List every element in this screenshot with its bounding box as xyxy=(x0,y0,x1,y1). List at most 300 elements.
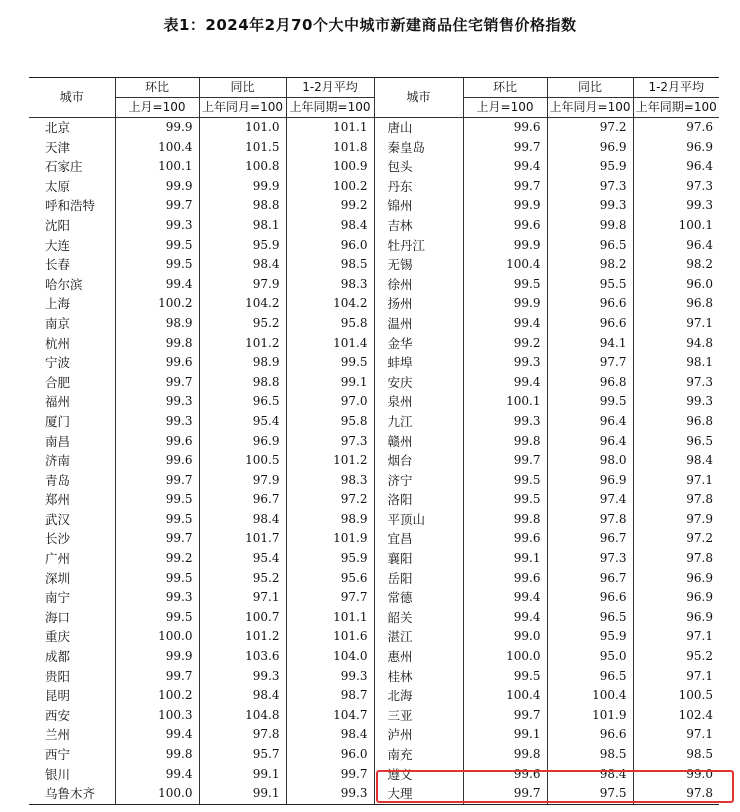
table-row xyxy=(29,725,719,745)
yoy-cell: 99.5 xyxy=(547,392,633,412)
city-cell: 西安 xyxy=(45,707,71,723)
table-row xyxy=(29,373,719,393)
city-cell: 洛阳 xyxy=(374,490,463,510)
avg-cell: 98.5 xyxy=(286,255,374,275)
city-cell: 太原 xyxy=(45,178,71,194)
avg-cell: 97.1 xyxy=(633,471,719,491)
avg-cell: 96.0 xyxy=(286,745,374,765)
mom-cell: 100.3 xyxy=(115,706,199,726)
avg-cell: 100.5 xyxy=(633,686,719,706)
mom-cell: 99.6 xyxy=(463,118,547,138)
yoy-cell: 97.3 xyxy=(547,549,633,569)
city-cell: 上海 xyxy=(45,296,71,312)
mom-cell: 99.7 xyxy=(463,784,547,804)
city-cell: 丹东 xyxy=(374,177,463,197)
avg-cell: 95.6 xyxy=(286,569,374,589)
mom-cell: 99.6 xyxy=(463,216,547,236)
yoy-cell: 97.8 xyxy=(547,510,633,530)
city-cell: 桂林 xyxy=(374,667,463,687)
avg-cell: 101.6 xyxy=(286,627,374,647)
yoy-cell: 95.4 xyxy=(199,412,286,432)
mom-cell: 100.2 xyxy=(115,294,199,314)
city-cell: 南昌 xyxy=(45,433,71,449)
mom-cell: 98.9 xyxy=(115,314,199,334)
avg-cell: 99.3 xyxy=(633,196,719,216)
mom-cell: 99.9 xyxy=(115,118,199,138)
city-header-right: 城市 xyxy=(374,78,463,118)
mom-cell: 99.9 xyxy=(115,647,199,667)
avg-cell: 97.6 xyxy=(633,118,719,138)
mom-cell: 100.4 xyxy=(463,255,547,275)
city-cell: 唐山 xyxy=(374,118,463,138)
avg-cell: 96.9 xyxy=(633,569,719,589)
avg-cell: 96.9 xyxy=(633,138,719,158)
city-cell: 蚌埠 xyxy=(374,353,463,373)
mom-cell: 99.5 xyxy=(115,608,199,628)
table-row xyxy=(29,510,719,530)
yoy-cell: 96.7 xyxy=(547,529,633,549)
avg-cell: 96.9 xyxy=(633,588,719,608)
avg-cell: 97.0 xyxy=(286,392,374,412)
mom-cell: 99.9 xyxy=(115,177,199,197)
mom-cell: 100.0 xyxy=(463,647,547,667)
avg-cell: 101.1 xyxy=(286,118,374,138)
mom-cell: 99.7 xyxy=(463,706,547,726)
avg-cell: 101.8 xyxy=(286,138,374,158)
city-cell: 兰州 xyxy=(45,727,71,743)
yoy-cell: 96.4 xyxy=(547,432,633,452)
yoy-cell: 99.1 xyxy=(199,784,286,804)
city-cell: 厦门 xyxy=(45,413,71,429)
yoy-cell: 97.4 xyxy=(547,490,633,510)
city-cell: 哈尔滨 xyxy=(45,276,83,292)
avg-cell: 101.2 xyxy=(286,451,374,471)
yoy-cell: 96.8 xyxy=(547,373,633,393)
yoy-cell: 98.1 xyxy=(199,216,286,236)
mom-cell: 100.4 xyxy=(463,686,547,706)
avg-cell: 98.2 xyxy=(633,255,719,275)
city-cell: 武汉 xyxy=(45,511,71,527)
table-body xyxy=(29,118,719,805)
city-cell: 贵阳 xyxy=(45,668,71,684)
avg-cell: 98.4 xyxy=(286,725,374,745)
yoy-base-left: 上年同月=100 xyxy=(199,98,286,118)
table-row xyxy=(29,432,719,452)
city-cell: 遵义 xyxy=(374,765,463,785)
table-row xyxy=(29,412,719,432)
city-cell: 合肥 xyxy=(45,374,71,390)
mom-cell: 99.4 xyxy=(463,588,547,608)
table-row xyxy=(29,490,719,510)
mom-cell: 100.2 xyxy=(115,686,199,706)
city-cell: 福州 xyxy=(45,394,71,410)
avg-cell: 97.1 xyxy=(633,667,719,687)
avg-cell: 104.7 xyxy=(286,706,374,726)
city-cell: 金华 xyxy=(374,334,463,354)
city-cell: 呼和浩特 xyxy=(45,198,96,214)
table-row xyxy=(29,745,719,765)
mom-cell: 99.7 xyxy=(115,471,199,491)
mom-cell: 99.3 xyxy=(463,353,547,373)
table-row xyxy=(29,334,719,354)
mom-cell: 99.1 xyxy=(463,725,547,745)
city-cell: 银川 xyxy=(45,766,71,782)
city-cell: 深圳 xyxy=(45,570,71,586)
avg-cell: 98.3 xyxy=(286,471,374,491)
city-cell: 平顶山 xyxy=(374,510,463,530)
city-cell: 惠州 xyxy=(374,647,463,667)
mom-cell: 99.7 xyxy=(115,196,199,216)
yoy-cell: 95.9 xyxy=(547,157,633,177)
yoy-cell: 100.5 xyxy=(199,451,286,471)
mom-base-right: 上月=100 xyxy=(463,98,547,118)
yoy-cell: 95.4 xyxy=(199,549,286,569)
yoy-cell: 96.6 xyxy=(547,314,633,334)
mom-cell: 99.9 xyxy=(463,196,547,216)
table-row xyxy=(29,667,719,687)
yoy-cell: 96.7 xyxy=(199,490,286,510)
city-cell: 牡丹江 xyxy=(374,236,463,256)
yoy-cell: 97.9 xyxy=(199,471,286,491)
table-row xyxy=(29,216,719,236)
city-cell: 大连 xyxy=(45,237,71,253)
avg-cell: 100.2 xyxy=(286,177,374,197)
avg-cell: 96.4 xyxy=(633,236,719,256)
city-cell: 宁波 xyxy=(45,355,71,371)
table-row xyxy=(29,353,719,373)
mom-header-left: 环比 xyxy=(115,78,199,98)
city-cell: 南充 xyxy=(374,745,463,765)
yoy-cell: 97.7 xyxy=(547,353,633,373)
city-cell: 西宁 xyxy=(45,747,71,762)
table-row xyxy=(29,157,719,177)
city-cell: 泸州 xyxy=(374,725,463,745)
city-cell: 九江 xyxy=(374,412,463,432)
avg-cell: 97.7 xyxy=(286,588,374,608)
yoy-cell: 98.4 xyxy=(199,686,286,706)
city-cell: 襄阳 xyxy=(374,549,463,569)
city-cell: 宜昌 xyxy=(374,529,463,549)
city-cell: 沈阳 xyxy=(45,217,71,233)
city-cell: 温州 xyxy=(374,314,463,334)
mom-cell: 99.6 xyxy=(463,569,547,589)
mom-cell: 99.4 xyxy=(115,275,199,295)
yoy-base-right: 上年同月=100 xyxy=(547,98,633,118)
mom-cell: 99.7 xyxy=(115,529,199,549)
mom-cell: 99.5 xyxy=(115,490,199,510)
avg-cell: 99.0 xyxy=(633,765,719,785)
yoy-cell: 100.4 xyxy=(547,686,633,706)
avg-cell: 98.3 xyxy=(286,275,374,295)
mom-cell: 99.3 xyxy=(115,588,199,608)
mom-cell: 99.6 xyxy=(115,451,199,471)
yoy-cell: 97.9 xyxy=(199,275,286,295)
yoy-cell: 99.9 xyxy=(199,177,286,197)
avg-cell: 97.1 xyxy=(633,314,719,334)
avg-cell: 104.2 xyxy=(286,294,374,314)
yoy-cell: 95.0 xyxy=(547,647,633,667)
mom-cell: 99.4 xyxy=(463,608,547,628)
yoy-cell: 101.5 xyxy=(199,138,286,158)
city-cell: 吉林 xyxy=(374,216,463,236)
table-row xyxy=(29,608,719,628)
mom-cell: 99.3 xyxy=(115,412,199,432)
yoy-cell: 96.9 xyxy=(199,432,286,452)
avg-cell: 97.8 xyxy=(633,784,719,804)
city-cell: 赣州 xyxy=(374,432,463,452)
city-cell: 无锡 xyxy=(374,255,463,275)
avg-cell: 98.1 xyxy=(633,353,719,373)
city-cell: 乌鲁木齐 xyxy=(29,784,115,804)
table-header xyxy=(29,78,719,118)
mom-cell: 99.8 xyxy=(463,745,547,765)
mom-cell: 99.6 xyxy=(115,432,199,452)
mom-cell: 99.7 xyxy=(115,373,199,393)
avg-cell: 99.3 xyxy=(633,392,719,412)
table-row xyxy=(29,236,719,256)
mom-cell: 99.4 xyxy=(463,157,547,177)
avg-cell: 96.9 xyxy=(633,608,719,628)
mom-cell: 99.4 xyxy=(463,314,547,334)
yoy-cell: 104.8 xyxy=(199,706,286,726)
yoy-cell: 96.5 xyxy=(547,667,633,687)
table-row xyxy=(29,314,719,334)
mom-cell: 99.8 xyxy=(463,510,547,530)
table-row xyxy=(29,196,719,216)
avg-cell: 96.8 xyxy=(633,412,719,432)
avg-cell: 96.4 xyxy=(633,157,719,177)
avg-cell: 99.3 xyxy=(286,784,374,804)
table-row xyxy=(29,529,719,549)
mom-cell: 99.5 xyxy=(463,667,547,687)
avg-cell: 98.4 xyxy=(286,216,374,236)
yoy-cell: 95.2 xyxy=(199,569,286,589)
city-cell: 昆明 xyxy=(45,688,71,704)
table-row xyxy=(29,569,719,589)
table-row xyxy=(29,686,719,706)
city-cell: 包头 xyxy=(374,157,463,177)
yoy-cell: 97.5 xyxy=(547,784,633,804)
mom-cell: 99.8 xyxy=(115,745,199,765)
avg-cell: 97.1 xyxy=(633,627,719,647)
yoy-cell: 96.9 xyxy=(547,471,633,491)
yoy-cell: 101.7 xyxy=(199,529,286,549)
avg-cell: 101.1 xyxy=(286,608,374,628)
table-row xyxy=(29,392,719,412)
mom-cell: 100.4 xyxy=(115,138,199,158)
table-row xyxy=(29,255,719,275)
city-cell: 大理 xyxy=(374,784,463,804)
city-cell: 三亚 xyxy=(374,706,463,726)
yoy-cell: 104.2 xyxy=(199,294,286,314)
table-row xyxy=(29,647,719,667)
mom-cell: 99.6 xyxy=(463,765,547,785)
avg-cell: 96.5 xyxy=(633,432,719,452)
city-cell: 岳阳 xyxy=(374,569,463,589)
yoy-cell: 97.1 xyxy=(199,588,286,608)
mom-cell: 99.4 xyxy=(463,373,547,393)
avg-cell: 99.2 xyxy=(286,196,374,216)
city-cell: 南宁 xyxy=(45,590,71,606)
avg-cell: 95.8 xyxy=(286,412,374,432)
city-cell: 韶关 xyxy=(374,608,463,628)
avg-cell: 95.8 xyxy=(286,314,374,334)
avg-cell: 97.2 xyxy=(286,490,374,510)
city-cell: 成都 xyxy=(45,649,71,665)
mom-base-left: 上月=100 xyxy=(115,98,199,118)
yoy-header-left: 同比 xyxy=(199,78,286,98)
yoy-cell: 96.6 xyxy=(547,725,633,745)
avg-cell: 102.4 xyxy=(633,706,719,726)
avg-cell: 96.0 xyxy=(633,275,719,295)
table-title: 表1：2024年2月70个大中城市新建商品住宅销售价格指数 xyxy=(163,16,577,34)
mom-cell: 99.9 xyxy=(463,236,547,256)
city-cell: 泉州 xyxy=(374,392,463,412)
avg-cell: 97.3 xyxy=(633,177,719,197)
city-cell: 徐州 xyxy=(374,275,463,295)
avg-cell: 97.9 xyxy=(633,510,719,530)
yoy-cell: 101.2 xyxy=(199,334,286,354)
mom-cell: 99.8 xyxy=(463,432,547,452)
avg-cell: 95.9 xyxy=(286,549,374,569)
avg-cell: 101.4 xyxy=(286,334,374,354)
yoy-cell: 96.5 xyxy=(547,608,633,628)
yoy-cell: 98.8 xyxy=(199,373,286,393)
table-row xyxy=(29,118,719,138)
table-row xyxy=(29,138,719,158)
city-cell: 北京 xyxy=(45,120,71,135)
avg-cell: 96.8 xyxy=(633,294,719,314)
mom-cell: 99.0 xyxy=(463,627,547,647)
mom-cell: 99.8 xyxy=(115,334,199,354)
yoy-cell: 100.7 xyxy=(199,608,286,628)
avg-cell: 99.1 xyxy=(286,373,374,393)
yoy-cell: 96.6 xyxy=(547,294,633,314)
yoy-cell: 94.1 xyxy=(547,334,633,354)
mom-cell: 99.5 xyxy=(463,471,547,491)
mom-cell: 99.6 xyxy=(115,353,199,373)
city-cell: 石家庄 xyxy=(45,159,83,175)
avg-cell: 98.9 xyxy=(286,510,374,530)
table-row xyxy=(29,588,719,608)
mom-cell: 100.1 xyxy=(115,157,199,177)
city-cell: 锦州 xyxy=(374,196,463,216)
avg-cell: 94.8 xyxy=(633,334,719,354)
table-row xyxy=(29,177,719,197)
yoy-cell: 97.8 xyxy=(199,725,286,745)
yoy-header-right: 同比 xyxy=(547,78,633,98)
yoy-cell: 101.0 xyxy=(199,118,286,138)
mom-cell: 99.9 xyxy=(463,294,547,314)
yoy-cell: 95.7 xyxy=(199,745,286,765)
mom-cell: 99.5 xyxy=(115,510,199,530)
yoy-cell: 97.3 xyxy=(547,177,633,197)
yoy-cell: 98.4 xyxy=(199,255,286,275)
avg-cell: 101.9 xyxy=(286,529,374,549)
yoy-cell: 98.4 xyxy=(199,510,286,530)
city-cell: 海口 xyxy=(45,609,71,625)
avg-cell: 95.2 xyxy=(633,647,719,667)
avg-cell: 98.7 xyxy=(286,686,374,706)
mom-cell: 99.5 xyxy=(463,275,547,295)
yoy-cell: 98.5 xyxy=(547,745,633,765)
table-row xyxy=(29,784,719,804)
avg-header-left: 1-2月平均 xyxy=(286,78,374,98)
mom-cell: 99.7 xyxy=(115,667,199,687)
table-row xyxy=(29,549,719,569)
city-cell: 秦皇岛 xyxy=(374,138,463,158)
mom-cell: 99.3 xyxy=(115,392,199,412)
avg-cell: 100.1 xyxy=(633,216,719,236)
table-row xyxy=(29,451,719,471)
avg-cell: 99.3 xyxy=(286,667,374,687)
avg-cell: 98.5 xyxy=(633,745,719,765)
city-cell: 郑州 xyxy=(45,492,71,508)
mom-cell: 99.1 xyxy=(463,549,547,569)
city-cell: 长春 xyxy=(45,257,71,273)
mom-cell: 100.0 xyxy=(115,627,199,647)
mom-cell: 99.5 xyxy=(463,490,547,510)
yoy-cell: 98.0 xyxy=(547,451,633,471)
mom-cell: 99.3 xyxy=(463,412,547,432)
avg-cell: 104.0 xyxy=(286,647,374,667)
city-cell: 杭州 xyxy=(45,335,71,351)
yoy-cell: 99.3 xyxy=(199,667,286,687)
city-cell: 青岛 xyxy=(45,472,71,488)
avg-cell: 97.3 xyxy=(286,432,374,452)
mom-cell: 100.1 xyxy=(463,392,547,412)
city-cell: 济宁 xyxy=(374,471,463,491)
yoy-cell: 95.2 xyxy=(199,314,286,334)
mom-cell: 99.2 xyxy=(115,549,199,569)
city-cell: 常德 xyxy=(374,588,463,608)
yoy-cell: 95.9 xyxy=(547,627,633,647)
mom-cell: 99.5 xyxy=(115,236,199,256)
mom-cell: 99.7 xyxy=(463,138,547,158)
mom-cell: 99.3 xyxy=(115,216,199,236)
yoy-cell: 96.4 xyxy=(547,412,633,432)
yoy-cell: 95.9 xyxy=(199,236,286,256)
yoy-cell: 97.2 xyxy=(547,118,633,138)
avg-header-right: 1-2月平均 xyxy=(633,78,719,98)
yoy-cell: 96.5 xyxy=(199,392,286,412)
mom-cell: 99.7 xyxy=(463,451,547,471)
city-cell: 长沙 xyxy=(45,531,71,547)
yoy-cell: 95.5 xyxy=(547,275,633,295)
table-row xyxy=(29,294,719,314)
yoy-cell: 96.6 xyxy=(547,588,633,608)
yoy-cell: 101.9 xyxy=(547,706,633,726)
avg-cell: 97.8 xyxy=(633,490,719,510)
mom-cell: 100.0 xyxy=(115,784,199,804)
avg-cell: 97.2 xyxy=(633,529,719,549)
avg-cell: 97.1 xyxy=(633,725,719,745)
mom-cell: 99.5 xyxy=(115,569,199,589)
yoy-cell: 98.9 xyxy=(199,353,286,373)
city-cell: 烟台 xyxy=(374,451,463,471)
mom-cell: 99.5 xyxy=(115,255,199,275)
yoy-cell: 98.2 xyxy=(547,255,633,275)
yoy-cell: 98.4 xyxy=(547,765,633,785)
yoy-cell: 96.5 xyxy=(547,236,633,256)
table-row xyxy=(29,471,719,491)
avg-cell: 98.4 xyxy=(633,451,719,471)
mom-cell: 99.4 xyxy=(115,765,199,785)
yoy-cell: 103.6 xyxy=(199,647,286,667)
mom-cell: 99.6 xyxy=(463,529,547,549)
avg-cell: 97.3 xyxy=(633,373,719,393)
city-cell: 济南 xyxy=(45,453,71,469)
